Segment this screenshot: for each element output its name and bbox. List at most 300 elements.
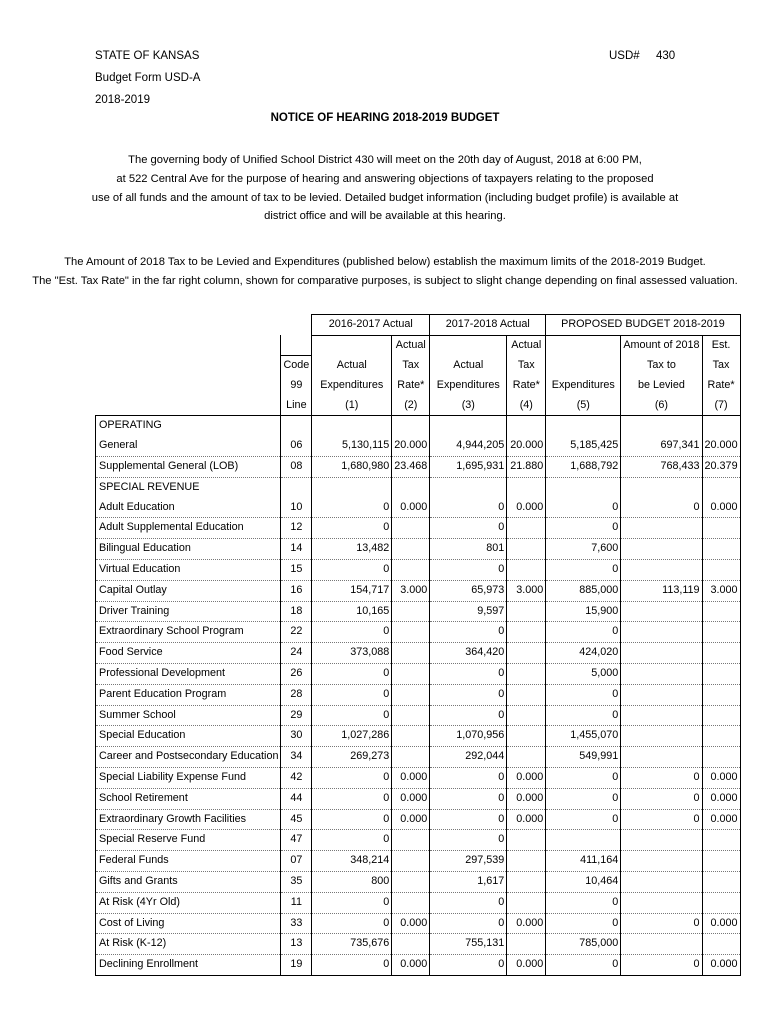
value-cell: 292,044	[430, 747, 507, 768]
value-cell	[702, 830, 740, 851]
value-cell	[392, 601, 430, 622]
value-cell: 0	[430, 664, 507, 685]
blank-cell	[621, 477, 702, 497]
value-cell: 0	[546, 768, 621, 789]
table-row	[96, 457, 741, 478]
column-header-cell: (5)	[546, 396, 621, 416]
column-header-cell: Actual	[392, 335, 430, 355]
value-cell	[507, 664, 546, 685]
value-cell	[392, 892, 430, 913]
value-cell	[392, 934, 430, 955]
value-cell: 0	[312, 498, 392, 518]
value-cell: 65,973	[430, 580, 507, 601]
column-header-cell: Expenditures	[546, 376, 621, 396]
blank-cell	[430, 477, 507, 497]
blank-cell	[281, 315, 312, 336]
value-cell: 0.000	[392, 809, 430, 830]
blank-cell	[281, 477, 312, 497]
value-cell	[507, 892, 546, 913]
value-cell: 0	[312, 955, 392, 976]
value-cell	[507, 622, 546, 643]
group-2016-2017: 2016-2017 Actual	[312, 315, 430, 336]
column-header-cell: Tax	[702, 356, 740, 376]
value-cell	[702, 726, 740, 747]
fund-name: Federal Funds	[96, 851, 281, 872]
value-cell	[392, 872, 430, 893]
table-column-header	[96, 335, 741, 355]
value-cell	[392, 747, 430, 768]
value-cell: 0	[312, 830, 392, 851]
value-cell: 0	[312, 684, 392, 705]
value-cell: 0.000	[702, 768, 740, 789]
value-cell	[702, 664, 740, 685]
column-header-cell	[281, 335, 312, 355]
paragraph-line: The governing body of Unified School District 430 will meet on the 20th day of August, 2018 at 6:00 PM,	[128, 154, 642, 166]
usd-number: 430	[656, 50, 676, 62]
value-cell	[702, 622, 740, 643]
value-cell: 0.000	[392, 768, 430, 789]
value-cell: 0	[546, 913, 621, 934]
value-cell: 0.000	[507, 768, 546, 789]
value-cell: 785,000	[546, 934, 621, 955]
value-cell: 0	[621, 809, 702, 830]
value-cell: 801	[430, 539, 507, 560]
value-cell: 0	[430, 518, 507, 539]
fund-name: Special Reserve Fund	[96, 830, 281, 851]
value-cell	[621, 684, 702, 705]
section-row	[96, 416, 741, 436]
value-cell	[392, 560, 430, 581]
value-cell	[392, 518, 430, 539]
value-cell: 0.000	[702, 788, 740, 809]
column-header-cell: 99	[281, 376, 312, 396]
value-cell: 1,027,286	[312, 726, 392, 747]
fund-code: 30	[281, 726, 312, 747]
fund-name: School Retirement	[96, 788, 281, 809]
value-cell: 1,617	[430, 872, 507, 893]
table-row	[96, 684, 741, 705]
value-cell: 0	[430, 498, 507, 518]
table-row	[96, 830, 741, 851]
fund-name: Adult Education	[96, 498, 281, 518]
table-column-header	[96, 396, 741, 416]
value-cell: 5,000	[546, 664, 621, 685]
value-cell	[702, 601, 740, 622]
fund-code: 11	[281, 892, 312, 913]
value-cell: 20.000	[702, 436, 740, 456]
value-cell	[392, 726, 430, 747]
value-cell: 15,900	[546, 601, 621, 622]
value-cell	[702, 684, 740, 705]
column-header-cell: (6)	[621, 396, 702, 416]
value-cell: 0.000	[392, 498, 430, 518]
value-cell: 9,597	[430, 601, 507, 622]
column-header-cell	[546, 356, 621, 376]
fund-name: General	[96, 436, 281, 456]
value-cell: 411,164	[546, 851, 621, 872]
column-header-cell: (3)	[430, 396, 507, 416]
table-row	[96, 851, 741, 872]
value-cell: 0	[312, 809, 392, 830]
value-cell: 5,130,115	[312, 436, 392, 456]
column-header-cell	[312, 335, 392, 355]
fund-name: Special Education	[96, 726, 281, 747]
column-header-cell: be Levied	[621, 376, 702, 396]
fund-name: Cost of Living	[96, 913, 281, 934]
column-header-cell: (2)	[392, 396, 430, 416]
value-cell	[546, 830, 621, 851]
value-cell: 0	[546, 518, 621, 539]
value-cell	[507, 684, 546, 705]
value-cell: 0	[546, 622, 621, 643]
value-cell: 0	[430, 705, 507, 726]
column-header-cell: Line	[281, 396, 312, 416]
value-cell: 735,676	[312, 934, 392, 955]
value-cell: 3.000	[702, 580, 740, 601]
blank-cell	[702, 477, 740, 497]
table-row	[96, 601, 741, 622]
value-cell: 0	[546, 788, 621, 809]
column-header-cell	[96, 356, 281, 376]
column-header-cell	[96, 335, 281, 355]
fund-name: Special Liability Expense Fund	[96, 768, 281, 789]
fund-name: Professional Development	[96, 664, 281, 685]
value-cell	[392, 684, 430, 705]
value-cell: 10,464	[546, 872, 621, 893]
value-cell: 0	[312, 705, 392, 726]
column-header-cell	[96, 376, 281, 396]
blank-cell	[546, 477, 621, 497]
value-cell	[507, 851, 546, 872]
column-header-cell: Code	[281, 356, 312, 376]
value-cell: 0.000	[702, 955, 740, 976]
value-cell: 0.000	[507, 498, 546, 518]
fund-code: 08	[281, 457, 312, 478]
value-cell: 1,695,931	[430, 457, 507, 478]
value-cell: 0	[546, 955, 621, 976]
blank-cell	[507, 477, 546, 497]
value-cell: 20.000	[507, 436, 546, 456]
value-cell	[507, 560, 546, 581]
table-row	[96, 934, 741, 955]
limits-paragraph	[0, 253, 770, 291]
value-cell: 3.000	[507, 580, 546, 601]
column-header-cell: (4)	[507, 396, 546, 416]
value-cell: 0	[430, 955, 507, 976]
value-cell: 0	[430, 560, 507, 581]
column-header-cell: Rate*	[392, 376, 430, 396]
paragraph-line: district office and will be available at this hearing.	[264, 210, 506, 223]
column-header-cell	[96, 396, 281, 416]
value-cell: 885,000	[546, 580, 621, 601]
value-cell	[621, 539, 702, 560]
usd-label: USD#	[609, 50, 640, 62]
value-cell	[702, 851, 740, 872]
value-cell: 0	[546, 809, 621, 830]
table-row	[96, 955, 741, 976]
fund-code: 14	[281, 539, 312, 560]
table-row	[96, 643, 741, 664]
blank-cell	[96, 315, 281, 336]
fund-name: Parent Education Program	[96, 684, 281, 705]
value-cell: 0	[430, 892, 507, 913]
value-cell: 0	[546, 498, 621, 518]
value-cell: 21.880	[507, 457, 546, 478]
blank-cell	[430, 416, 507, 436]
value-cell: 0	[430, 788, 507, 809]
value-cell: 113,119	[621, 580, 702, 601]
value-cell	[702, 518, 740, 539]
value-cell: 0	[312, 560, 392, 581]
value-cell: 0	[621, 913, 702, 934]
blank-cell	[507, 416, 546, 436]
value-cell: 0	[430, 830, 507, 851]
paragraph-line: at 522 Central Ave for the purpose of hearing and answering objections of taxpayers relating to the proposed	[116, 172, 654, 185]
value-cell: 373,088	[312, 643, 392, 664]
value-cell: 0	[430, 622, 507, 643]
value-cell: 0	[312, 913, 392, 934]
value-cell	[392, 705, 430, 726]
value-cell	[702, 643, 740, 664]
table-row	[96, 539, 741, 560]
value-cell	[702, 705, 740, 726]
value-cell: 0	[312, 518, 392, 539]
value-cell	[392, 851, 430, 872]
value-cell: 20.000	[392, 436, 430, 456]
table-row	[96, 436, 741, 456]
value-cell	[621, 851, 702, 872]
value-cell: 0.000	[507, 788, 546, 809]
table-row	[96, 580, 741, 601]
value-cell	[507, 601, 546, 622]
table-row	[96, 788, 741, 809]
value-cell: 154,717	[312, 580, 392, 601]
group-proposed: PROPOSED BUDGET 2018-2019	[546, 315, 740, 336]
value-cell	[621, 664, 702, 685]
column-header-cell: Actual	[312, 356, 392, 376]
value-cell: 0	[621, 768, 702, 789]
value-cell: 0.000	[507, 913, 546, 934]
value-cell: 0	[546, 560, 621, 581]
fund-code: 29	[281, 705, 312, 726]
value-cell: 13,482	[312, 539, 392, 560]
table-row	[96, 892, 741, 913]
table-column-header	[96, 356, 741, 376]
blank-cell	[392, 477, 430, 497]
fund-code: 42	[281, 768, 312, 789]
column-header-cell	[546, 335, 621, 355]
value-cell: 1,688,792	[546, 457, 621, 478]
notice-title: NOTICE OF HEARING 2018-2019 BUDGET	[270, 112, 500, 124]
value-cell: 1,455,070	[546, 726, 621, 747]
value-cell: 297,539	[430, 851, 507, 872]
fund-code: 45	[281, 809, 312, 830]
fund-code: 33	[281, 913, 312, 934]
fund-name: Gifts and Grants	[96, 872, 281, 893]
table-row	[96, 664, 741, 685]
value-cell: 3.000	[392, 580, 430, 601]
value-cell	[702, 560, 740, 581]
fund-code: 35	[281, 872, 312, 893]
paragraph-line: The Amount of 2018 Tax to be Levied and Expenditures (published below) establish the maximum limits of the 2018-2019 Budget.	[64, 256, 706, 268]
value-cell: 0.000	[702, 498, 740, 518]
blank-cell	[621, 416, 702, 436]
value-cell: 5,185,425	[546, 436, 621, 456]
fund-code: 10	[281, 498, 312, 518]
value-cell	[621, 643, 702, 664]
value-cell	[621, 726, 702, 747]
value-cell: 0	[430, 913, 507, 934]
value-cell	[392, 643, 430, 664]
fund-code: 06	[281, 436, 312, 456]
fund-code: 16	[281, 580, 312, 601]
value-cell: 348,214	[312, 851, 392, 872]
table-row	[96, 913, 741, 934]
value-cell	[392, 830, 430, 851]
value-cell	[507, 643, 546, 664]
table-row	[96, 872, 741, 893]
fund-code: 18	[281, 601, 312, 622]
fund-code: 12	[281, 518, 312, 539]
blank-cell	[546, 416, 621, 436]
value-cell: 0	[430, 809, 507, 830]
fund-code: 13	[281, 934, 312, 955]
fund-name: Food Service	[96, 643, 281, 664]
value-cell: 0.000	[392, 955, 430, 976]
fund-name: At Risk (4Yr Old)	[96, 892, 281, 913]
fund-name: Extraordinary Growth Facilities	[96, 809, 281, 830]
value-cell	[507, 747, 546, 768]
value-cell: 1,680,980	[312, 457, 392, 478]
paragraph-line: The "Est. Tax Rate" in the far right column, shown for comparative purposes, is subject to slight change depending on final assessed valuation.	[32, 274, 738, 287]
fund-name: Declining Enrollment	[96, 955, 281, 976]
column-header-cell: Tax	[507, 356, 546, 376]
value-cell: 0.000	[392, 913, 430, 934]
value-cell: 10,165	[312, 601, 392, 622]
value-cell: 23.468	[392, 457, 430, 478]
section-row	[96, 477, 741, 497]
fund-code: 07	[281, 851, 312, 872]
value-cell	[621, 601, 702, 622]
blank-cell	[392, 416, 430, 436]
value-cell	[621, 934, 702, 955]
value-cell: 0	[312, 664, 392, 685]
hearing-paragraph	[0, 151, 770, 226]
value-cell	[621, 892, 702, 913]
value-cell: 0	[312, 788, 392, 809]
blank-cell	[312, 477, 392, 497]
value-cell	[621, 705, 702, 726]
fund-name: Summer School	[96, 705, 281, 726]
table-row	[96, 726, 741, 747]
value-cell: 0	[621, 788, 702, 809]
value-cell: 755,131	[430, 934, 507, 955]
value-cell: 0	[546, 892, 621, 913]
section-label: SPECIAL REVENUE	[96, 477, 281, 497]
value-cell: 0	[621, 498, 702, 518]
fund-name: Driver Training	[96, 601, 281, 622]
value-cell: 1,070,956	[430, 726, 507, 747]
column-header-cell: Expenditures	[312, 376, 392, 396]
fund-code: 22	[281, 622, 312, 643]
fund-code: 34	[281, 747, 312, 768]
fund-code: 28	[281, 684, 312, 705]
value-cell	[621, 872, 702, 893]
table-row	[96, 705, 741, 726]
value-cell	[507, 726, 546, 747]
table-row	[96, 768, 741, 789]
value-cell: 20.379	[702, 457, 740, 478]
value-cell	[507, 539, 546, 560]
value-cell: 0	[546, 684, 621, 705]
value-cell	[507, 518, 546, 539]
fund-name: Bilingual Education	[96, 539, 281, 560]
value-cell	[392, 539, 430, 560]
table-row	[96, 747, 741, 768]
value-cell	[702, 539, 740, 560]
fund-code: 47	[281, 830, 312, 851]
blank-cell	[281, 416, 312, 436]
state-name: STATE OF KANSAS	[95, 50, 200, 62]
value-cell: 0	[312, 892, 392, 913]
column-header-cell: Tax to	[621, 356, 702, 376]
column-header-cell: Tax	[392, 356, 430, 376]
value-cell	[507, 830, 546, 851]
value-cell	[392, 622, 430, 643]
table-group-header	[96, 315, 741, 336]
value-cell	[702, 934, 740, 955]
column-header-cell: Rate*	[507, 376, 546, 396]
paragraph-line: use of all funds and the amount of tax to be levied. Detailed budget information (including budget profile) is available at	[91, 191, 679, 204]
fund-code: 15	[281, 560, 312, 581]
fund-code: 24	[281, 643, 312, 664]
fund-name: Extraordinary School Program	[96, 622, 281, 643]
budget-year: 2018-2019	[95, 94, 150, 106]
value-cell	[507, 934, 546, 955]
value-cell	[702, 872, 740, 893]
column-header-cell: (1)	[312, 396, 392, 416]
value-cell: 0.000	[702, 809, 740, 830]
column-header-cell: Rate*	[702, 376, 740, 396]
fund-name: At Risk (K-12)	[96, 934, 281, 955]
fund-name: Virtual Education	[96, 560, 281, 581]
budget-table	[95, 314, 741, 976]
column-header-cell: Amount of 2018	[621, 335, 702, 355]
value-cell	[621, 560, 702, 581]
value-cell	[702, 892, 740, 913]
value-cell: 7,600	[546, 539, 621, 560]
value-cell: 0	[621, 955, 702, 976]
fund-code: 19	[281, 955, 312, 976]
fund-name: Supplemental General (LOB)	[96, 457, 281, 478]
table-row	[96, 498, 741, 518]
value-cell	[392, 664, 430, 685]
table-column-header	[96, 376, 741, 396]
section-label: OPERATING	[96, 416, 281, 436]
value-cell: 0	[312, 622, 392, 643]
column-header-cell: Expenditures	[430, 376, 507, 396]
value-cell	[621, 747, 702, 768]
table-row	[96, 518, 741, 539]
value-cell: 4,944,205	[430, 436, 507, 456]
value-cell	[507, 872, 546, 893]
value-cell: 800	[312, 872, 392, 893]
table-row	[96, 622, 741, 643]
column-header-cell: (7)	[702, 396, 740, 416]
blank-cell	[312, 416, 392, 436]
group-2017-2018: 2017-2018 Actual	[430, 315, 546, 336]
value-cell	[507, 705, 546, 726]
